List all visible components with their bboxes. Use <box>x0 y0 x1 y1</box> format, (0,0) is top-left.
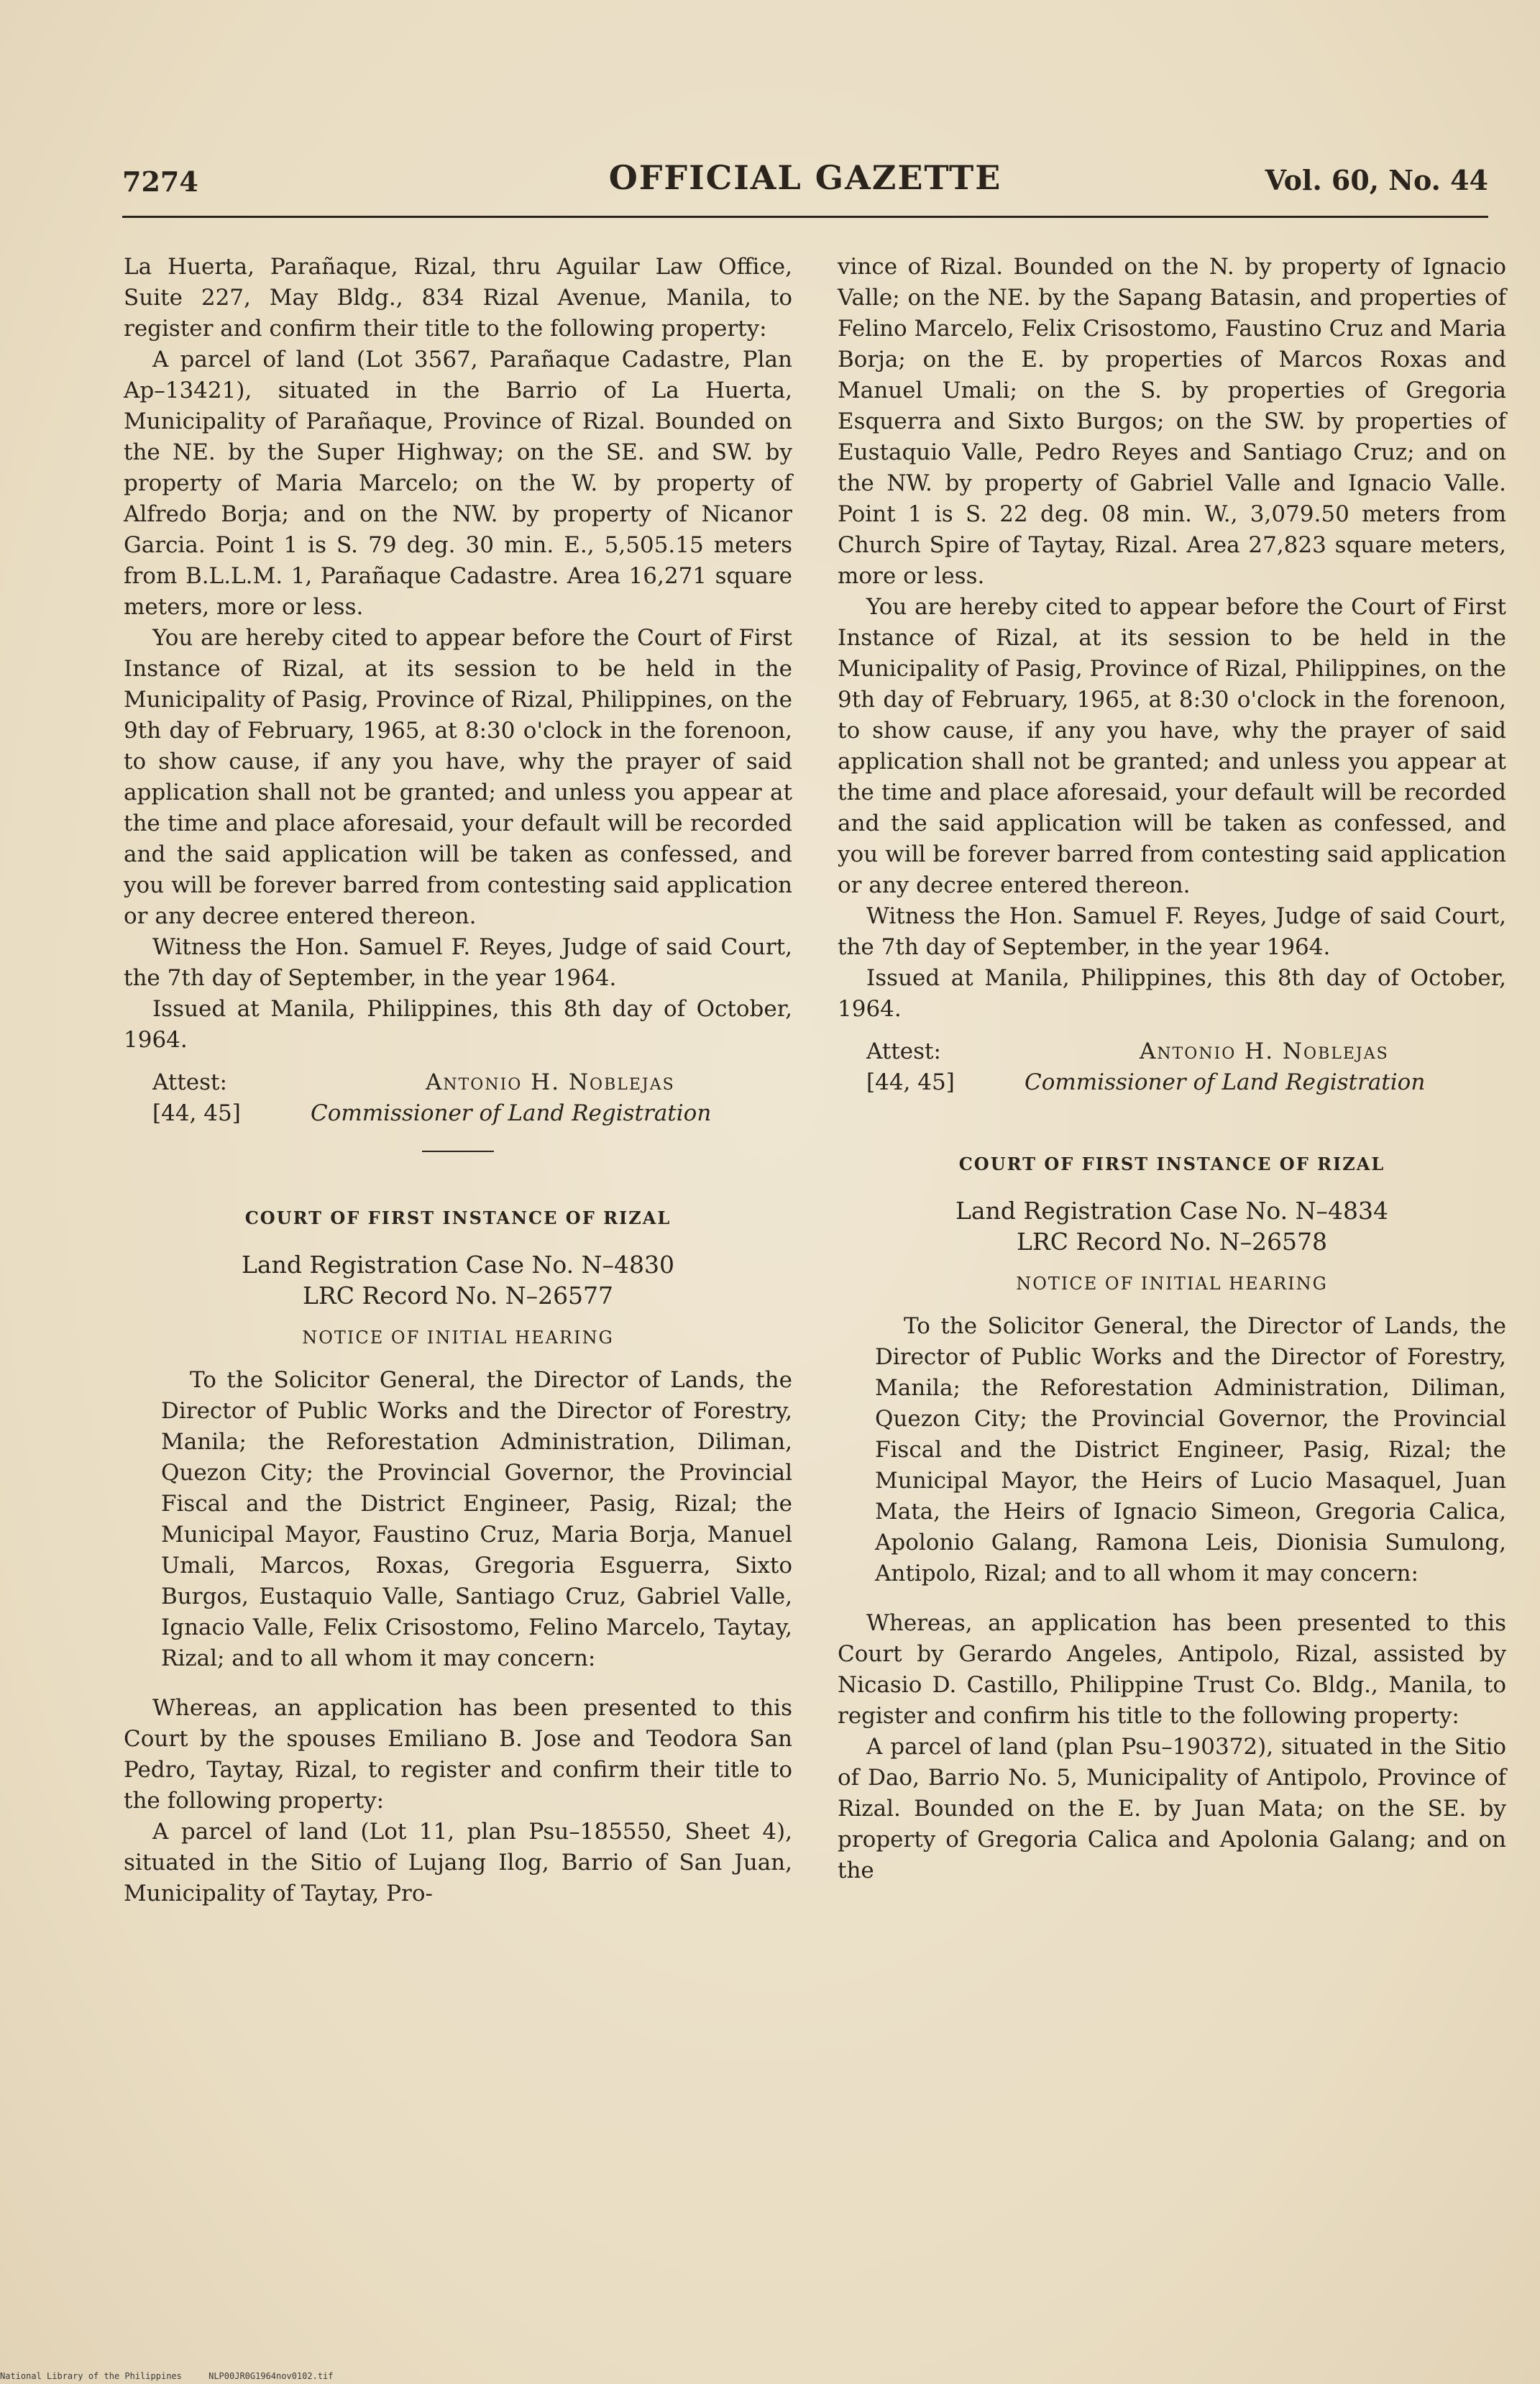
whereas-paragraph: Whereas, an application has been presented to this Court by the spouses Emiliano B. Jose and Teodora San Pedro, Taytay, Rizal, to register and confirm their title to the following property: <box>124 1695 792 1814</box>
attest-label: Attest: <box>152 1069 227 1095</box>
left-paragraph-2: A parcel of land (Lot 3567, Parañaque Cadastre, Plan Ap–13421), situated in the Barrio of La Huerta, Municipality of Parañaque, Province of Rizal. Bounded on the NE. by the Super Highway; on the SE. and SW. by property of Maria Marcelo; on the W. by property of Alfredo Borja; and on the NW. by property of Nicanor Garcia. Point 1 is S. 79 deg. 30 min. E., 5,505.15 meters from B.L.L.M. 1, Parañaque Cadastre. Area 16,271 square meters, more or less. <box>124 347 792 620</box>
attest-reference: [44, 45] <box>152 1100 241 1126</box>
page-header <box>122 157 1488 200</box>
case-number: Land Registration Case No. N–4834 <box>955 1197 1388 1225</box>
attest-signatory: Antonio H. Noblejas <box>1140 1038 1389 1064</box>
lrc-record-number: LRC Record No. N–26578 <box>1016 1228 1328 1256</box>
volume-number: Vol. 60, No. 44 <box>1265 164 1488 196</box>
addressees: To the Solicitor General, the Director of Lands, the Director of Public Works and the Director of Forestry, Manila; the Reforestation Administration, Diliman, Quezon City; the Provincial Governor, the Provincial Fiscal and the District Engineer, Pasig, Rizal; the Municipal Mayor, Faustino Cruz, Maria Borja, Manuel Umali, Marcos, Roxas, Gregoria Esguerra, Sixto Burgos, Eustaquio Valle, Santiago Cruz, Gabriel Valle, Ignacio Valle, Felix Crisostomo, Felino Marcelo, Taytay, Rizal; and to all whom it may concern: <box>161 1367 792 1671</box>
left-paragraph-1: La Huerta, Parañaque, Rizal, thru Aguilar Law Office, Suite 227, May Bldg., 834 Rizal Avenue, Manila, to register and confirm their title to the following property: <box>124 254 792 342</box>
whereas-paragraph: Whereas, an application has been presented to this Court by Gerardo Angeles, Antipolo, Rizal, assisted by Nicasio D. Castillo, Philippine Trust Co. Bldg., Manila, to register and confirm his title to the following property: <box>838 1610 1506 1729</box>
attest-title: Commissioner of Land Registration <box>311 1100 712 1126</box>
right-attestation <box>838 1036 1506 1098</box>
court-heading: COURT OF FIRST INSTANCE OF RIZAL <box>244 1207 672 1228</box>
left-paragraph-4: Witness the Hon. Samuel F. Reyes, Judge of said Court, the 7th day of September, in the year 1964. <box>124 934 792 991</box>
left-paragraph-5: Issued at Manila, Philippines, this 8th day of October, 1964. <box>124 996 792 1053</box>
right-paragraph-4: Issued at Manila, Philippines, this 8th day of October, 1964. <box>838 965 1506 1022</box>
running-title: OFFICIAL GAZETTE <box>608 158 1002 197</box>
section-divider <box>422 1151 494 1152</box>
library-credit: National Library of the Philippines <box>0 2371 182 2381</box>
lrc-record-number: LRC Record No. N–26577 <box>302 1282 614 1310</box>
case-number: Land Registration Case No. N–4830 <box>242 1251 674 1279</box>
left-paragraph-3: You are hereby cited to appear before the Court of First Instance of Rizal, at its session to be held in the Municipality of Pasig, Province of Rizal, Philippines, on the 9th day of February, 1965, at 8:30 o'clock in the forenoon, to show cause, if any you have, why the prayer of said application shall not be granted; and unless you appear at the time and place aforesaid, your default will be recorded and the said application will be taken as confessed, and you will be forever barred from contesting said application or any decree entered thereon. <box>124 625 792 929</box>
court-heading: COURT OF FIRST INSTANCE OF RIZAL <box>958 1154 1385 1174</box>
parcel-paragraph: A parcel of land (Lot 11, plan Psu–185550, Sheet 4), situated in the Sitio of Lujang Ilog, Barrio of San Juan, Municipality of Taytay, Pro- <box>124 1819 792 1906</box>
left-attestation <box>124 1067 792 1129</box>
scan-footer <box>0 2371 355 2381</box>
right-paragraph-1: vince of Rizal. Bounded on the N. by property of Ignacio Valle; on the NE. by the Sapang Batasin, and properties of Felino Marcelo, Felix Crisostomo, Faustino Cruz and Maria Borja; on the E. by properties of Marcos Roxas and Manuel Umali; on the S. by properties of Gregoria Esquerra and Sixto Burgos; on the SW. by properties of Eustaquio Valle, Pedro Reyes and Santiago Cruz; and on the NW. by property of Gabriel Valle and Ignacio Valle. Point 1 is S. 22 deg. 08 min. W., 3,079.50 meters from Church Spire of Taytay, Rizal. Area 27,823 square meters, more or less. <box>838 254 1506 589</box>
addressees: To the Solicitor General, the Director of Lands, the Director of Public Works and the Director of Forestry, Manila; the Reforestation Administration, Diliman, Quezon City; the Provincial Governor, the Provincial Fiscal and the District Engineer, Pasig, Rizal; the Municipal Mayor, the Heirs of Lucio Masaquel, Juan Mata, the Heirs of Ignacio Simeon, Gregoria Calica, Apolonio Galang, Ramona Leis, Dionisia Sumulong, Antipolo, Rizal; and to all whom it may concern: <box>875 1313 1506 1586</box>
header-rule <box>122 216 1488 218</box>
notice-heading: NOTICE OF INITIAL HEARING <box>302 1328 614 1348</box>
right-paragraph-3: Witness the Hon. Samuel F. Reyes, Judge of said Court, the 7th day of September, in the year 1964. <box>838 903 1506 960</box>
parcel-paragraph: A parcel of land (plan Psu–190372), situated in the Sitio of Dao, Barrio No. 5, Municipality of Antipolo, Province of Rizal. Bounded on the E. by Juan Mata; on the SE. by property of Gregoria Calica and Apolonia Galang; and on the <box>838 1734 1506 1883</box>
attest-signatory: Antonio H. Noblejas <box>426 1069 675 1095</box>
attest-label: Attest: <box>866 1038 941 1064</box>
notice-heading: NOTICE OF INITIAL HEARING <box>1016 1274 1328 1294</box>
right-paragraph-2: You are hereby cited to appear before the Court of First Instance of Rizal, at its session to be held in the Municipality of Pasig, Province of Rizal, Philippines, on the 9th day of February, 1965, at 8:30 o'clock in the forenoon, to show cause, if any you have, why the prayer of said application shall not be granted; and unless you appear at the time and place aforesaid, your default will be recorded and the said application will be taken as confessed, and you will be forever barred from contesting said application or any decree entered thereon. <box>838 594 1506 898</box>
file-name: NLP00JR0G1964nov0102.tif <box>208 2371 334 2381</box>
left-column <box>124 252 792 1909</box>
attest-title: Commissioner of Land Registration <box>1025 1069 1426 1095</box>
right-column <box>838 252 1506 1886</box>
attest-reference: [44, 45] <box>866 1069 955 1095</box>
page-number: 7274 <box>122 165 198 198</box>
